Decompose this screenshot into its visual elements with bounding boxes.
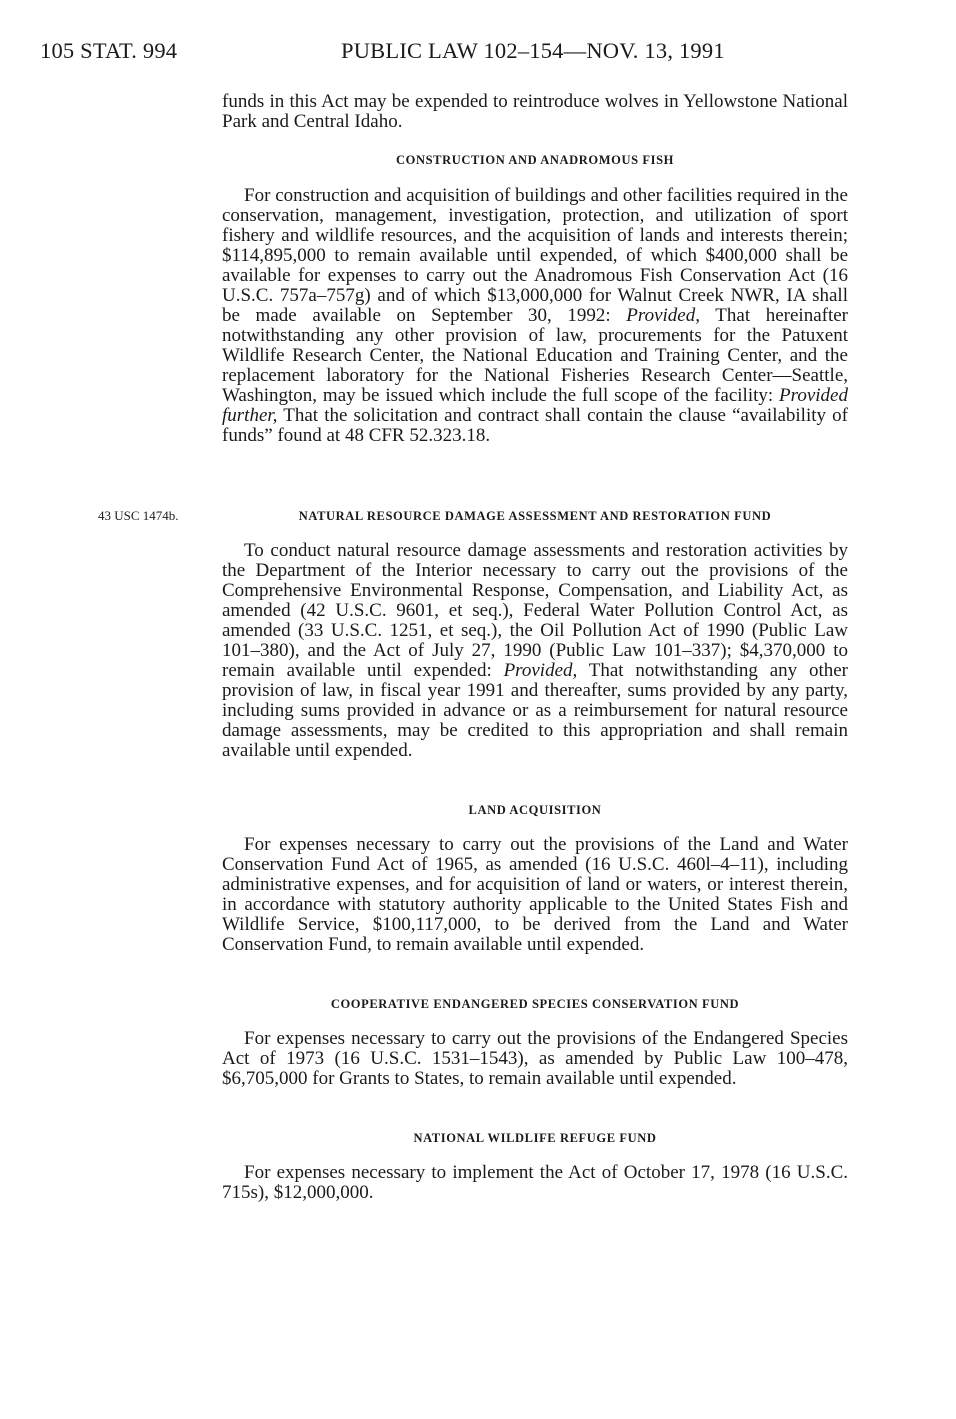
heading-construction: CONSTRUCTION AND ANADROMOUS FISH — [396, 153, 674, 167]
land-acquisition-section — [222, 835, 848, 955]
proviso-further-label: Provided further, — [222, 385, 848, 426]
construction-text-a: For construction and acquisition of buildings and other facilities required in the conservation, management, investigation, protection, and utilization of sport fishery and wildlife resources, and the acquisition of lands and interests therein; $114,895,000 to remain available until expended, of which $400,000 shall be available for expenses to carry out the Anadromous Fish Conservation Act (16 U.S.C. 757a–757g) and of which $13,000,000 for Walnut Creek NWR, IA shall be made available on September 30, 1992: — [222, 185, 848, 326]
public-law-header: PUBLIC LAW 102–154—NOV. 13, 1991 — [341, 38, 725, 63]
damage-text-a: To conduct natural resource damage assessments and restoration activities by the Department of the Interior necessary to carry out the provisions of the Comprehensive Environmental Response, Compensation, and Liability Act, as amended (42 U.S.C. 9601, et seq.), Federal Water Pollution Control Act, as amended (33 U.S.C. 1251, et seq.), the Oil Pollution Act of 1990 (Public Law 101–380), and the Act of July 27, 1990 (Public Law 101–337); $4,370,000 to remain available until expended: — [222, 540, 848, 681]
damage-assessment-paragraph — [222, 541, 848, 761]
construction-text-b: That hereinafter notwithstanding any other provision of law, procurements for the Patuxent Wildlife Research Center, the National Education and Training Center, and the replacement laboratory for the National Fisheries Research Center—Seattle, Washington, may be issued which include the full scope of the facility: — [222, 305, 848, 406]
damage-text-b: That notwithstanding any other provision of law, in fiscal year 1991 and thereafter, sums provided by any party, including sums provided in advance or as a reimbursement for natural resource damage assessments, may be credited to this appropriation and shall remain available until expended. — [222, 660, 849, 761]
intro-paragraph: funds in this Act may be expended to reintroduce wolves in Yellowstone National Park and Central Idaho. — [222, 91, 848, 132]
statute-page-number: 105 STAT. 994 — [40, 38, 178, 63]
land-acquisition-paragraph: For expenses necessary to carry out the provisions of the Land and Water Conservation Fund Act of 1965, as amended (16 U.S.C. 460l–4–11), including administrative expenses, and for acquisition of land or waters, or interest therein, in accordance with statutory authority applicable to the United States Fish and Wildlife Service, $100,117,000, to be derived from the Land and Water Conservation Fund, to remain available until expended. — [222, 834, 848, 955]
proviso-label: Provided, — [626, 305, 700, 326]
margin-citation: 43 USC 1474b. — [98, 508, 179, 523]
endangered-species-section — [222, 1029, 848, 1089]
page-header — [0, 38, 956, 68]
refuge-fund-section — [222, 1163, 848, 1203]
construction-section — [222, 186, 848, 446]
heading-endangered-species: COOPERATIVE ENDANGERED SPECIES CONSERVATION FUND — [330, 997, 740, 1011]
heading-refuge-fund: NATIONAL WILDLIFE REFUGE FUND — [413, 1131, 657, 1145]
refuge-fund-paragraph: For expenses necessary to implement the Act of October 17, 1978 (16 U.S.C. 715s), $12,000,000. — [222, 1162, 848, 1203]
endangered-species-paragraph: For expenses necessary to carry out the provisions of the Endangered Species Act of 1973 (16 U.S.C. 1531–1543), as amended by Public Law 100–478, $6,705,000 for Grants to States, to remain available until expended. — [222, 1028, 848, 1089]
proviso-label: Provided, — [503, 660, 578, 681]
construction-paragraph — [222, 186, 848, 446]
heading-land-acquisition: LAND ACQUISITION — [468, 803, 602, 817]
construction-text-c: That the solicitation and contract shall contain the clause “availability of funds” found at 48 CFR 52.323.18. — [222, 405, 848, 446]
intro-paragraph-block — [222, 92, 848, 132]
damage-assessment-section — [222, 541, 848, 761]
heading-damage-assessment: NATURAL RESOURCE DAMAGE ASSESSMENT AND RESTORATION FUND — [298, 509, 772, 523]
